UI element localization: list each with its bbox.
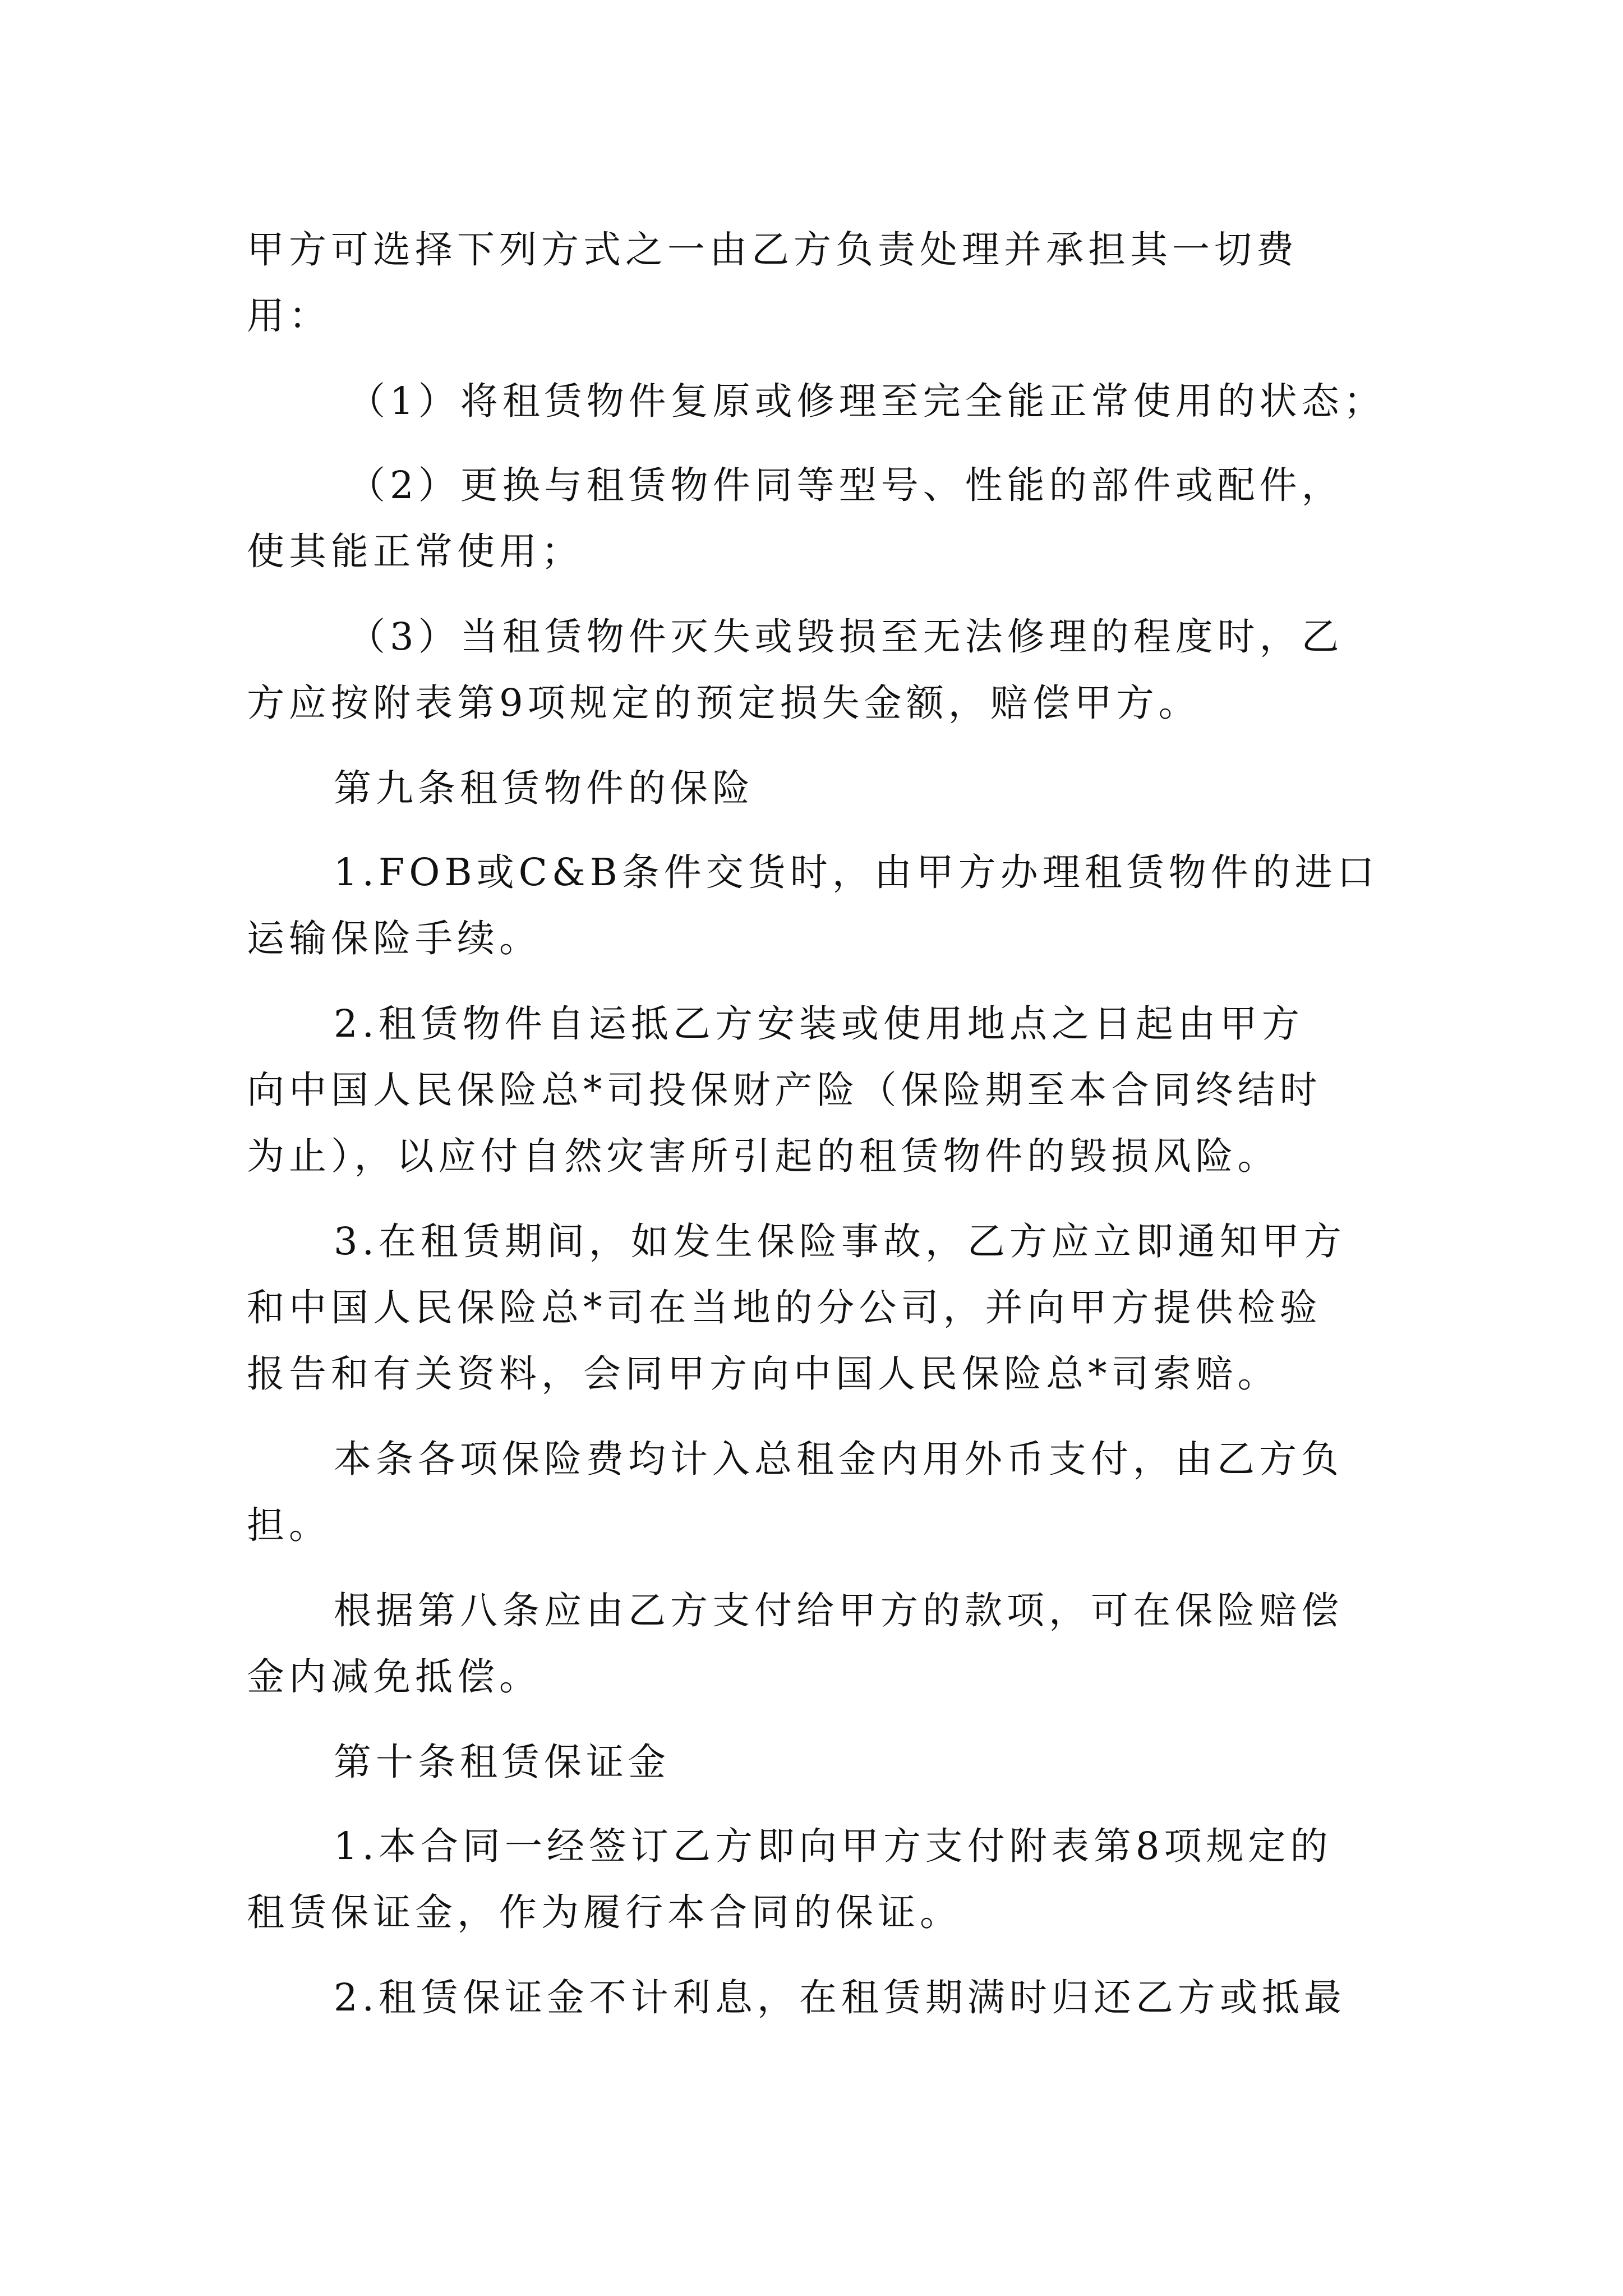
text-line: 2.租赁物件自运抵乙方安装或使用地点之日起由甲方 bbox=[334, 1002, 1304, 1046]
text-line: 向中国人民保险总*司投保财产险（保险期至本合同终结时 bbox=[247, 1068, 1322, 1112]
text-line: 根据第八条应由乙方支付给甲方的款项，可在保险赔偿 bbox=[334, 1589, 1343, 1632]
section-heading: 第十条租赁保证金 bbox=[334, 1740, 670, 1784]
text-line: 担。 bbox=[247, 1503, 331, 1547]
text-line: 用： bbox=[247, 294, 331, 338]
text-line: 1.本合同一经签订乙方即向甲方支付附表第8项规定的 bbox=[334, 1824, 1332, 1868]
text-line: 使其能正常使用； bbox=[247, 530, 583, 573]
text-line: 租赁保证金，作为履行本合同的保证。 bbox=[247, 1890, 962, 1934]
text-line: 和中国人民保险总*司在当地的分公司，并向甲方提供检验 bbox=[247, 1286, 1322, 1329]
section-heading: 第九条租赁物件的保险 bbox=[334, 766, 754, 810]
text-line: 甲方可选择下列方式之一由乙方负责处理并承担其一切费 bbox=[247, 228, 1298, 272]
text-line: 金内减免抵偿。 bbox=[247, 1655, 541, 1699]
text-line: 报告和有关资料，会同甲方向中国人民保险总*司索赔。 bbox=[247, 1352, 1280, 1396]
text-line: 为止），以应付自然灾害所引起的租赁物件的毁损风险。 bbox=[247, 1134, 1280, 1178]
text-line: 运输保险手续。 bbox=[247, 917, 541, 960]
text-line: 方应按附表第9项规定的预定损失金额，赔偿甲方。 bbox=[247, 681, 1201, 725]
text-line: （2）更换与租赁物件同等型号、性能的部件或配件， bbox=[348, 463, 1344, 507]
text-line: （1）将租赁物件复原或修理至完全能正常使用的状态； bbox=[348, 379, 1386, 423]
text-line: 2.租赁保证金不计利息，在租赁期满时归还乙方或抵最 bbox=[334, 1976, 1346, 2019]
text-line: 本条各项保险费均计入总租金内用外币支付，由乙方负 bbox=[334, 1437, 1343, 1481]
text-line: 1.FOB或C&B条件交货时，由甲方办理租赁物件的进口 bbox=[334, 850, 1379, 894]
text-line: （3）当租赁物件灭失或毁损至无法修理的程度时，乙 bbox=[348, 615, 1344, 659]
text-line: 3.在租赁期间，如发生保险事故，乙方应立即通知甲方 bbox=[334, 1220, 1346, 1263]
